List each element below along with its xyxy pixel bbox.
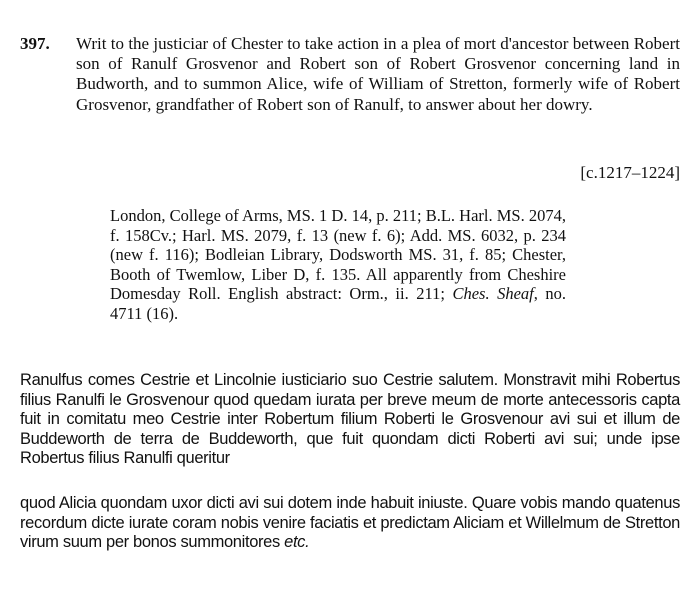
- latin-etc: etc.: [284, 533, 310, 552]
- entry-heading: Writ to the justiciar of Chester to take action in a plea of mort d'ancestor between Robert son of Ranulf Grosvenor and Robert son of Robert Grosvenor concerning land in Budworth, and to summon Alice, wife of William of Stretton, formerly wife of Robert Grosvenor, grandfather of Robert son of Ranulf, to answer about her dowry.: [76, 34, 680, 114]
- latin-paragraph-2-text: quod Alicia quondam uxor dicti avi sui dotem inde habuit iniuste. Quare vobis mando quatenus recordum dicte iurate coram nobis venire faciatis et predictam Aliciam et Willelmum de Stretton virum suum per bonos summonitores: [20, 494, 680, 552]
- sources-text: London, College of Arms, MS. 1 D. 14, p. 211; B.L. Harl. MS. 2074, f. 158Cv.; Harl. MS. 2079, f. 13 (new f. 6); Add. MS. 6032, p. 234 (new f. 116); Bodleian Library, Dodsworth MS. 31, f. 85; Chester, Booth of Twemlow, Liber D, f. 135. All apparently from Cheshire Domesday Roll. English abstract: Orm., ii. 211;: [110, 206, 566, 304]
- latin-text-paragraph-1: Ranulfus comes Cestrie et Lincolnie iusticiario suo Cestrie salutem. Monstravit mihi Robertus filius Ranulfi le Grosvenour quod quedam iurata per breve meum de morte antecessoris capta fuit in comitatu meo Cestrie inter Robertum filium Roberti le Grosvenour avi sui et illum de Buddeworth de terra de Buddeworth, que fuit quondam dicti Roberti avi sui; unde ipse Robertus filius Ranulfi queritur: [20, 371, 680, 468]
- manuscript-sources: [110, 206, 566, 324]
- sources-italic-title: Ches. Sheaf: [452, 284, 534, 304]
- entry-date: [c.1217–1224]: [580, 163, 680, 182]
- entry-number: 397.: [20, 34, 50, 53]
- sources-text-end: , no. 4711 (16).: [110, 284, 567, 323]
- latin-text-paragraph-2: [20, 494, 680, 553]
